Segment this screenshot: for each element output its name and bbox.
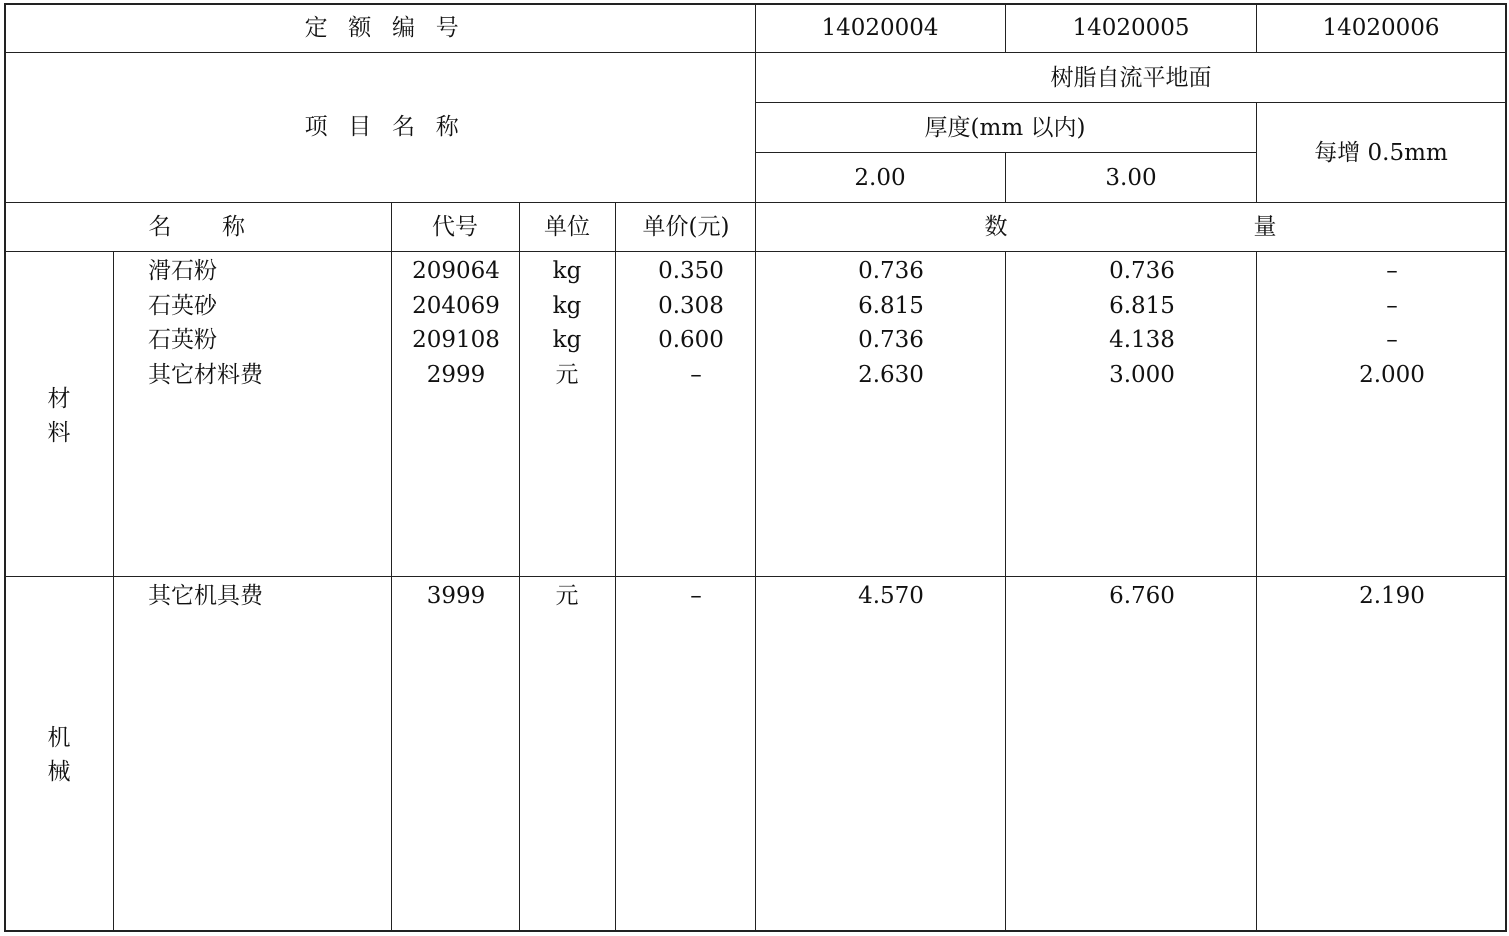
material-qty-1: 0.736 [858, 258, 924, 284]
material-unit: kg [552, 258, 582, 284]
machinery-code: 3999 [426, 583, 486, 609]
quota-code-2: 14020005 [1072, 15, 1190, 41]
material-qty-3: – [1386, 258, 1398, 284]
quota-code-3: 14020006 [1322, 15, 1440, 41]
thickness-label: 厚度(mm 以内) [924, 115, 1086, 141]
material-code: 2999 [426, 362, 486, 388]
material-qty-3: – [1386, 293, 1398, 319]
material-name: 石英粉 [148, 327, 217, 353]
machinery-qty-1: 4.570 [858, 583, 924, 609]
material-name: 滑石粉 [148, 258, 217, 284]
rule-qty-1 [1005, 3, 1006, 53]
machinery-price: – [690, 583, 702, 609]
rule-qty-1b [1005, 152, 1006, 203]
rule-unit-price [615, 202, 616, 932]
thickness-value-1: 2.00 [854, 165, 906, 191]
thickness-value-2: 3.00 [1105, 165, 1157, 191]
col-unit: 单位 [544, 214, 590, 240]
material-price: – [690, 362, 702, 388]
rule-name-code [391, 202, 392, 932]
rule-code-unit [519, 202, 520, 932]
material-qty-1: 0.736 [858, 327, 924, 353]
material-qty-2: 0.736 [1109, 258, 1175, 284]
machinery-category: 机械 [47, 725, 71, 785]
col-name: 名称 [148, 214, 296, 240]
rule-qty-2c [1256, 251, 1257, 932]
machinery-qty-2: 6.760 [1109, 583, 1175, 609]
material-name: 其它材料费 [148, 362, 263, 388]
materials-category: 材料 [47, 386, 71, 446]
material-price: 0.600 [658, 327, 724, 353]
rule-right [1505, 3, 1507, 932]
machinery-qty-3: 2.190 [1359, 583, 1425, 609]
rule-qty-2 [1256, 3, 1257, 53]
col-quantity-right: 量 [1253, 214, 1277, 240]
material-unit: kg [552, 327, 582, 353]
material-qty-1: 2.630 [858, 362, 924, 388]
col-quantity-left: 数 [984, 214, 1008, 240]
machinery-name: 其它机具费 [148, 583, 263, 609]
material-name: 石英砂 [148, 293, 217, 319]
material-unit: kg [552, 293, 582, 319]
material-unit: 元 [555, 362, 579, 388]
rule-qty-2b [1256, 102, 1257, 203]
material-qty-3: 2.000 [1359, 362, 1425, 388]
material-price: 0.350 [658, 258, 724, 284]
quota-code-1: 14020004 [821, 15, 939, 41]
rule-category [113, 251, 114, 932]
rule-group [755, 102, 1507, 103]
machinery-unit: 元 [555, 583, 579, 609]
quota-number-label: 定额编号 [304, 15, 480, 41]
col-code: 代号 [432, 214, 478, 240]
rule-qty-1c [1005, 251, 1006, 932]
material-code: 209108 [412, 327, 500, 353]
group-title: 树脂自流平地面 [1050, 65, 1212, 91]
material-qty-2: 4.138 [1109, 327, 1175, 353]
material-code: 209064 [412, 258, 500, 284]
material-qty-1: 6.815 [858, 293, 924, 319]
material-code: 204069 [412, 293, 500, 319]
material-qty-2: 6.815 [1109, 293, 1175, 319]
rule-left [4, 3, 6, 932]
rule-price-qty [755, 3, 756, 932]
col-price: 单价(元) [642, 214, 730, 240]
material-qty-3: – [1386, 327, 1398, 353]
project-name-label: 项目名称 [304, 114, 480, 140]
material-qty-2: 3.000 [1109, 362, 1175, 388]
increment-label: 每增 0.5mm [1314, 140, 1448, 166]
material-price: 0.308 [658, 293, 724, 319]
